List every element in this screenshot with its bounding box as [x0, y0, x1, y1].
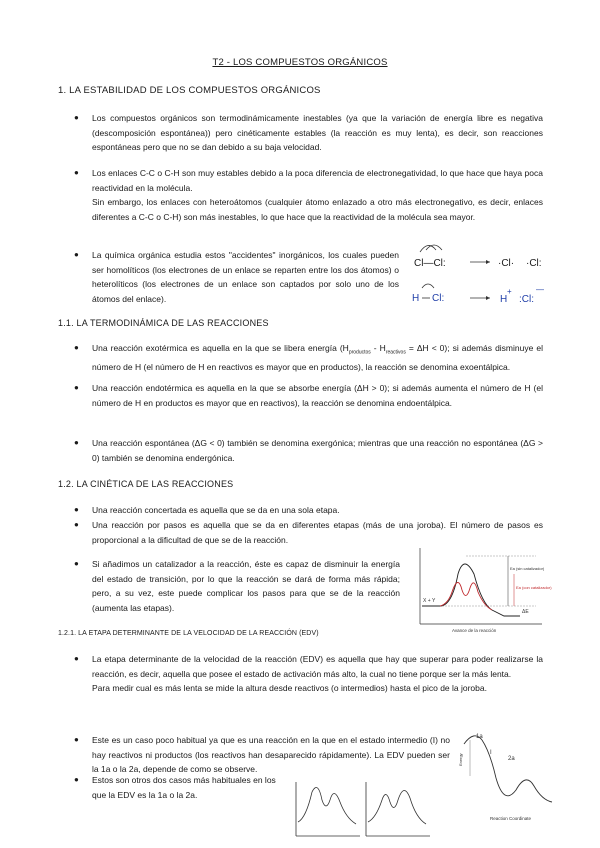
label-1a: 1a — [476, 734, 483, 740]
section-1-1-heading: 1.1. LA TERMODINÁMICA DE LAS REACCIONES — [58, 318, 269, 328]
x-axis-label: Reaction Coordinate — [490, 816, 532, 821]
bullet-item: ● La etapa determinante de la velocidad de la reacción (EDV) es aquella que hay que superar para poder realizarse la reacción, es decir, aquella que posee el estado de activación más alto, la cual no tiene porque ser la más lenta. Para medir cual es más lenta se mide la altura desde reactivos (o intermedios) hasta el pico de la joroba. — [92, 652, 543, 696]
label-2a: 2a — [508, 756, 515, 762]
bullet-text: Para medir cual es más lenta se mide la altura desde reactivos (o intermedios) hasta el pico de la joroba. — [92, 683, 487, 694]
bullet-text: La química orgánica estudia estos "accidentes" inorgánicos, los cuales pueden ser homolíticos (los electrones de un enlace se reparten entre los dos átomos) o heterolíticos (los electrones de un enlace son captados por solo uno de los átomos del enlace). — [92, 250, 399, 304]
homolytic-reactant: Cl—Cl: — [414, 258, 446, 269]
energy-curve-1 — [298, 788, 356, 825]
curved-arrow-icon — [422, 284, 434, 288]
x-axis-label: Avance de la reacción — [452, 628, 497, 633]
y-axis-label: Energy — [458, 753, 463, 766]
bullet-text: Una reacción endotérmica es aquella en la que se absorbe energía (ΔH > 0); si además aumenta el número de H (el número de H en productos es mayor que en reactivos), la reacción se denomina endoentálpica. — [92, 383, 543, 408]
label-i: I — [490, 750, 492, 756]
bullet-text: Una reacción concertada es aquella que se da en una sola etapa. — [92, 505, 340, 515]
bullet-item: ● Si añadimos un catalizador a la reacción, éste es capaz de disminuir la energía del estado de transición, por lo que la reacción se dará de forma más rápida; pero, a su vez, este puede complicar los pasos para que se de la reacción (aumenta las etapas). — [92, 557, 400, 615]
bullet-text: Una reacción exotérmica es aquella en la que se libera energía $(H_{productos} - H_{reactivos} = \Delta H < 0)$; si además disminuye el número de H (el número de H en reactivos es mayor que en productos), la reacción se denomina exoentálpica. — [92, 343, 543, 373]
bullet-item: ● Una reacción por pasos es aquella que se da en diferentes etapas (más de una joroba). El número de pasos es proporcional a la dificultad de que se de la reacción. — [92, 518, 543, 547]
bullet-text: Este es un caso poco habitual ya que es una reacción en la que en el estado intermedio (I) no hay reactivos ni productos (los reactivos han desaparecido rápidamente). La EDV pueden ser la 1a o la 2a, depende de como se observe. — [92, 735, 450, 775]
bond-cleavage-figure — [404, 238, 554, 308]
bullet-item: ● La química orgánica estudia estos "accidentes" inorgánicos, los cuales pueden ser homolíticos (los electrones de un enlace se reparten entre los dos átomos) o heterolíticos (los electrones de un enlace son captados por solo uno de los átomos del enlace). — [92, 248, 399, 306]
heterolytic-product-h: H — [500, 294, 508, 305]
bullet-item: ● Una reacción concertada es aquella que se da en una sola etapa. — [92, 503, 543, 518]
label-ea: Ea (sin catalizador) — [510, 566, 545, 571]
section-1-heading: 1. LA ESTABILIDAD DE LOS COMPUESTOS ORGÁNICOS — [58, 85, 321, 96]
homolytic-product-2: ·Cl: — [526, 258, 542, 269]
bullet-item: ● Este es un caso poco habitual ya que es una reacción en la que en el estado intermedio (I) no hay reactivos ni productos (los reactivos han desaparecido rápidamente). La EDV pueden ser la 1a o la 2a, depende de como se observe. — [92, 733, 450, 777]
bullet-text: Los enlaces C-C o C-H son muy estables debido a la poca diferencia de electronegatividad, lo que hace que haya poca reactividad en la molécula. — [92, 168, 543, 193]
bullet-text: Si añadimos un catalizador a la reacción, éste es capaz de disminuir la energía del estado de transición, por lo que la reacción se dará de forma más rápida; pero, a su vez, este puede complicar los pasos para que se de la reacción (aumenta las etapas). — [92, 559, 400, 613]
bullet-item: ● Una reacción endotérmica es aquella en la que se absorbe energía (ΔH > 0); si además aumenta el número de H (el número de H en productos es mayor que en reactivos), la reacción se denomina endoentálpica. — [92, 381, 543, 410]
bullet-item: ● Los enlaces C-C o C-H son muy estables debido a la poca diferencia de electronegatividad, lo que hace que haya poca reactividad en la molécula. Sin embargo, los enlaces con heteroátomos (cualquier átomo enlazado a otro más electronegativo, es decir, enlaces diferentes a C-C o C-H) son más inestables, lo que hace que la reactividad de la molécula sea mayor. — [92, 166, 543, 224]
positive-charge: + — [507, 287, 512, 296]
edv-common-cases-diagram — [290, 778, 440, 842]
curved-arrow-icon — [420, 245, 436, 252]
energy-curve — [464, 736, 552, 802]
edv-intermediate-diagram — [460, 726, 556, 824]
bullet-text: Sin embargo, los enlaces con heteroátomos (cualquier átomo enlazado a otro más electronegativo, es decir, enlaces diferentes a C-C o C-H) son más inestables, lo que hace que la reactividad de la molécula sea mayor. — [92, 197, 543, 222]
label-eb: Ea (con catalizador) — [516, 585, 552, 590]
bullet-item: ● Una reacción exotérmica es aquella en la que se libera energía $(H_{productos} - H_{reactivos} = \Delta H < 0)$; si además disminuye el número de H (el número de H en reactivos es mayor que en productos), la reacción se denomina exoentálpica. — [92, 341, 543, 375]
label-xy: X + Y — [423, 598, 436, 604]
section-1-2-heading: 1.2. LA CINÉTICA DE LAS REACCIONES — [58, 479, 234, 489]
bullet-item: ● Estos son otros dos casos más habituales en los que la EDV es la 1a o la 2a. — [92, 773, 280, 802]
bullet-text: Estos son otros dos casos más habituales en los que la EDV es la 1a o la 2a. — [92, 775, 276, 800]
page-title: T2 - LOS COMPUESTOS ORGÁNICOS — [212, 57, 388, 68]
bullet-text: La etapa determinante de la velocidad de la reacción (EDV) es aquella que hay que superar para poder realizarse la reacción, es decir, aquella que posee el estado de activación más alto, la cual no tiene porque ser la más lenta. — [92, 654, 543, 679]
heterolytic-reactant-h: H — [412, 293, 420, 304]
uncatalyzed-curve — [422, 564, 520, 616]
bullet-item: ● Los compuestos orgánicos son termodinámicamente inestables (ya que la variación de energía libre es negativa (descomposición espontánea)) pero cinéticamente estables (la reacción es muy lenta), es decir, son reacciones espontáneas pero que no se dan debido a su baja velocidad. — [92, 111, 543, 155]
section-1-2-1-heading: 1.2.1. LA ETAPA DETERMINANTE DE LA VELOCIDAD DE LA REACCIÓN (EDV) — [58, 630, 319, 637]
heterolytic-product-cl: :Cl: — [519, 294, 534, 305]
negative-charge: — — [536, 285, 544, 294]
energy-curve-2 — [368, 790, 426, 824]
bullet-item: ● Una reacción espontánea (ΔG < 0) también se denomina exergónica; mientras que una reacción no espontánea (ΔG > 0) también se denomina endergónica. — [92, 436, 543, 465]
bullet-text: Los compuestos orgánicos son termodinámicamente inestables (ya que la variación de energía libre es negativa (descomposición espontánea)) pero cinéticamente estables (la reacción es muy lenta), es decir, son reacciones espontáneas pero que no se dan debido a su baja velocidad. — [92, 113, 543, 153]
bullet-text: Una reacción por pasos es aquella que se da en diferentes etapas (más de una joroba). El número de pasos es proporcional a la dificultad de que se de la reacción. — [92, 520, 543, 545]
heterolytic-reactant-cl: Cl: — [432, 293, 445, 304]
label-dh: ΔE — [522, 609, 529, 615]
homolytic-product-1: ·Cl· — [498, 258, 515, 269]
catalyst-energy-diagram — [412, 544, 552, 636]
bullet-text: Una reacción espontánea (ΔG < 0) también se denomina exergónica; mientras que una reacción no espontánea (ΔG > 0) también se denomina endergónica. — [92, 438, 543, 463]
